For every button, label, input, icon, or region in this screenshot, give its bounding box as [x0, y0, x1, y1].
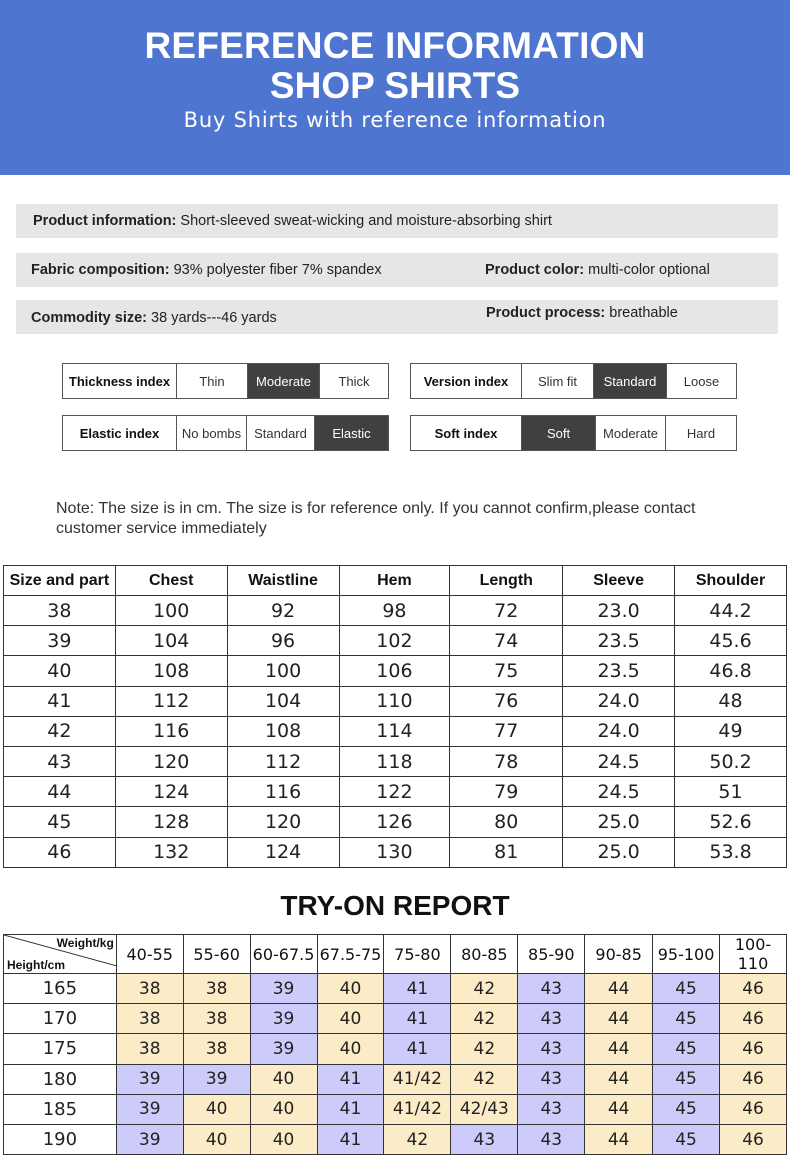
- banner-title-line1: REFERENCE INFORMATION: [144, 25, 646, 66]
- soft-option-soft: Soft: [522, 416, 596, 450]
- size-table-cell: 45.6: [675, 626, 787, 656]
- tryon-size-cell: 40: [183, 1094, 250, 1124]
- size-table-header: Hem: [339, 566, 450, 596]
- size-table-row: [4, 807, 787, 837]
- size-table-cell: 124: [115, 777, 227, 807]
- size-table-cell: 38: [4, 596, 116, 626]
- tryon-height-cell: 180: [4, 1064, 117, 1094]
- size-table-cell: 78: [450, 746, 563, 776]
- version-index: [410, 363, 737, 399]
- soft-option-moderate: Moderate: [596, 416, 666, 450]
- version-option-standard: Standard: [594, 364, 667, 398]
- product-color-label: Product color:: [485, 262, 585, 278]
- tryon-size-cell: 45: [653, 1034, 720, 1064]
- tryon-size-cell: 39: [183, 1064, 250, 1094]
- size-table-cell: 79: [450, 777, 563, 807]
- weight-axis-label: Weight/kg: [56, 936, 114, 950]
- elastic-option-standard: Standard: [247, 416, 315, 450]
- size-table-cell: 98: [339, 596, 450, 626]
- tryon-height-cell: 175: [4, 1034, 117, 1064]
- product-process-text: [486, 296, 678, 330]
- tryon-size-cell: 40: [183, 1124, 250, 1154]
- tryon-table-body: [4, 974, 787, 1155]
- elastic-index: [62, 415, 389, 451]
- size-table-cell: 118: [339, 746, 450, 776]
- tryon-size-cell: 44: [585, 1064, 653, 1094]
- size-table-cell: 116: [227, 777, 339, 807]
- size-table-cell: 44.2: [675, 596, 787, 626]
- tryon-height-cell: 165: [4, 974, 117, 1004]
- size-note: Note: The size is in cm. The size is for reference only. If you cannot confirm,please contact customer service immediately: [56, 500, 696, 537]
- size-table-cell: 122: [339, 777, 450, 807]
- size-table-row: [4, 596, 787, 626]
- size-table-cell: 46: [4, 837, 116, 867]
- size-table-cell: 100: [115, 596, 227, 626]
- elastic-option-elastic: Elastic: [315, 416, 388, 450]
- size-table-cell: 49: [675, 716, 787, 746]
- size-table-cell: 116: [115, 716, 227, 746]
- tryon-height-cell: 170: [4, 1004, 117, 1034]
- tryon-size-cell: 38: [183, 1034, 250, 1064]
- tryon-weight-header: 90-85: [585, 935, 653, 974]
- tryon-row: [4, 1094, 787, 1124]
- tryon-size-cell: 42: [451, 1064, 518, 1094]
- tryon-size-cell: 41/42: [384, 1094, 451, 1124]
- tryon-size-cell: 41: [384, 1004, 451, 1034]
- banner-title-line2: SHOP SHIRTS: [269, 65, 521, 106]
- tryon-size-cell: 43: [518, 1124, 585, 1154]
- tryon-size-cell: 45: [653, 1004, 720, 1034]
- size-table-row: [4, 746, 787, 776]
- size-table-cell: 42: [4, 716, 116, 746]
- tryon-size-cell: 38: [183, 1004, 250, 1034]
- size-table-cell: 132: [115, 837, 227, 867]
- tryon-size-cell: 40: [250, 1094, 317, 1124]
- size-table-cell: 114: [339, 716, 450, 746]
- tryon-size-cell: 46: [720, 974, 787, 1004]
- size-table-header: Shoulder: [675, 566, 787, 596]
- size-table-cell: 24.0: [563, 716, 675, 746]
- tryon-weight-header: 40-55: [116, 935, 183, 974]
- size-table-cell: 44: [4, 777, 116, 807]
- thickness-index: [62, 363, 389, 399]
- size-table-row: [4, 716, 787, 746]
- tryon-size-cell: 46: [720, 1064, 787, 1094]
- tryon-size-cell: 39: [116, 1124, 183, 1154]
- tryon-size-cell: 40: [317, 1034, 384, 1064]
- product-color-text: [485, 253, 710, 287]
- tryon-height-cell: 185: [4, 1094, 117, 1124]
- tryon-size-cell: 46: [720, 1094, 787, 1124]
- tryon-size-cell: 42/43: [451, 1094, 518, 1124]
- size-table-cell: 104: [227, 686, 339, 716]
- thickness-option-thin: Thin: [177, 364, 248, 398]
- tryon-row: [4, 1004, 787, 1034]
- size-table-cell: 104: [115, 626, 227, 656]
- size-table-cell: 24.5: [563, 746, 675, 776]
- size-table-row: [4, 656, 787, 686]
- tryon-report-title: TRY-ON REPORT: [280, 890, 510, 921]
- tryon-header-row: [4, 935, 787, 974]
- size-table-cell: 53.8: [675, 837, 787, 867]
- thickness-option-moderate: Moderate: [248, 364, 320, 398]
- product-info-text: [33, 204, 552, 238]
- size-table-cell: 102: [339, 626, 450, 656]
- size-table-cell: 75: [450, 656, 563, 686]
- size-table-cell: 108: [227, 716, 339, 746]
- tryon-weight-header: 100-110: [720, 935, 787, 974]
- tryon-size-cell: 44: [585, 1034, 653, 1064]
- thickness-option-thick: Thick: [338, 373, 370, 389]
- size-table-cell: 128: [115, 807, 227, 837]
- tryon-size-cell: 41: [317, 1124, 384, 1154]
- size-table-cell: 45: [4, 807, 116, 837]
- tryon-size-cell: 43: [518, 1004, 585, 1034]
- size-table-cell: 52.6: [675, 807, 787, 837]
- product-info-bar: [16, 204, 778, 238]
- size-table-header-row: [4, 566, 787, 596]
- tryon-size-cell: 39: [250, 1004, 317, 1034]
- soft-index-label: Soft index: [411, 416, 522, 450]
- size-table-row: [4, 626, 787, 656]
- size-table-cell: 72: [450, 596, 563, 626]
- tryon-size-cell: 41/42: [384, 1064, 451, 1094]
- size-table-cell: 39: [4, 626, 116, 656]
- tryon-weight-header: 60-67.5: [250, 935, 317, 974]
- size-table-header: Waistline: [227, 566, 339, 596]
- commodity-size-label: Commodity size:: [31, 310, 148, 326]
- size-table-cell: 124: [227, 837, 339, 867]
- size-table-row: [4, 777, 787, 807]
- tryon-size-cell: 40: [250, 1124, 317, 1154]
- size-table-cell: 112: [227, 746, 339, 776]
- tryon-size-cell: 38: [116, 1034, 183, 1064]
- tryon-weight-header: 75-80: [384, 935, 451, 974]
- size-table-row: [4, 837, 787, 867]
- tryon-size-cell: 43: [518, 974, 585, 1004]
- thickness-index-label: Thickness index: [63, 364, 177, 398]
- size-table-cell: 51: [675, 777, 787, 807]
- size-table-cell: 92: [227, 596, 339, 626]
- size-table-cell: 130: [339, 837, 450, 867]
- tryon-size-cell: 42: [384, 1124, 451, 1154]
- tryon-weight-header: 80-85: [451, 935, 518, 974]
- tryon-size-cell: 46: [720, 1034, 787, 1064]
- soft-option-hard: Hard: [686, 425, 716, 441]
- tryon-weight-header: 85-90: [518, 935, 585, 974]
- size-table-cell: 43: [4, 746, 116, 776]
- size-table-cell: 46.8: [675, 656, 787, 686]
- tryon-size-cell: 46: [720, 1004, 787, 1034]
- size-table-cell: 24.5: [563, 777, 675, 807]
- tryon-row: [4, 974, 787, 1004]
- tryon-size-cell: 41: [384, 974, 451, 1004]
- size-table-cell: 126: [339, 807, 450, 837]
- size-chart-table: [3, 565, 787, 868]
- tryon-size-cell: 42: [451, 974, 518, 1004]
- tryon-size-cell: 43: [518, 1064, 585, 1094]
- tryon-weight-header: 67.5-75: [317, 935, 384, 974]
- size-table-cell: 96: [227, 626, 339, 656]
- tryon-size-cell: 44: [585, 1094, 653, 1124]
- size-table-header: Size and part: [4, 566, 116, 596]
- size-table-cell: 110: [339, 686, 450, 716]
- size-process-bar: [16, 300, 778, 334]
- size-table-cell: 106: [339, 656, 450, 686]
- header-banner: [0, 0, 790, 175]
- tryon-size-cell: 39: [116, 1094, 183, 1124]
- size-table-cell: 108: [115, 656, 227, 686]
- product-color-value: multi-color optional: [584, 262, 710, 278]
- fabric-color-bar: [16, 253, 778, 287]
- product-info-label: Product information:: [33, 213, 177, 229]
- banner-subtitle: Buy Shirts with reference information: [183, 108, 607, 132]
- version-index-label: Version index: [411, 364, 522, 398]
- fabric-composition-text: [31, 253, 382, 287]
- tryon-size-cell: 41: [317, 1064, 384, 1094]
- tryon-height-cell: 190: [4, 1124, 117, 1154]
- tryon-size-cell: 38: [183, 974, 250, 1004]
- tryon-size-cell: 41: [317, 1094, 384, 1124]
- soft-index: [410, 415, 737, 451]
- product-info-value: Short-sleeved sweat-wicking and moisture-absorbing shirt: [176, 213, 552, 229]
- fabric-composition-label: Fabric composition:: [31, 262, 170, 278]
- tryon-size-cell: 38: [116, 974, 183, 1004]
- tryon-row: [4, 1064, 787, 1094]
- tryon-size-cell: 38: [116, 1004, 183, 1034]
- size-table-cell: 100: [227, 656, 339, 686]
- size-table-cell: 25.0: [563, 807, 675, 837]
- size-table-cell: 120: [227, 807, 339, 837]
- tryon-size-cell: 40: [317, 1004, 384, 1034]
- size-table-cell: 112: [115, 686, 227, 716]
- tryon-size-cell: 43: [518, 1034, 585, 1064]
- product-process-label: Product process:: [486, 305, 606, 321]
- tryon-size-cell: 43: [451, 1124, 518, 1154]
- tryon-row: [4, 1124, 787, 1154]
- elastic-option-no-bombs: No bombs: [177, 416, 247, 450]
- size-table-cell: 40: [4, 656, 116, 686]
- size-table-cell: 80: [450, 807, 563, 837]
- product-process-value: breathable: [605, 305, 678, 321]
- size-table-body: [4, 596, 787, 868]
- version-option-slim-fit: Slim fit: [522, 364, 594, 398]
- size-table-row: [4, 686, 787, 716]
- elastic-index-label: Elastic index: [63, 416, 177, 450]
- size-table-cell: 23.5: [563, 626, 675, 656]
- tryon-size-cell: 39: [116, 1064, 183, 1094]
- tryon-size-cell: 39: [250, 1034, 317, 1064]
- tryon-size-cell: 39: [250, 974, 317, 1004]
- tryon-size-cell: 41: [384, 1034, 451, 1064]
- tryon-size-cell: 42: [451, 1004, 518, 1034]
- tryon-size-cell: 44: [585, 1124, 653, 1154]
- tryon-size-cell: 44: [585, 974, 653, 1004]
- tryon-report-table: [3, 934, 787, 1155]
- size-table-cell: 77: [450, 716, 563, 746]
- size-table-header: Sleeve: [563, 566, 675, 596]
- commodity-size-value: 38 yards---46 yards: [147, 310, 277, 326]
- tryon-size-cell: 43: [518, 1094, 585, 1124]
- tryon-corner-cell: [4, 935, 117, 974]
- tryon-size-cell: 40: [250, 1064, 317, 1094]
- size-table-cell: 23.0: [563, 596, 675, 626]
- size-table-cell: 81: [450, 837, 563, 867]
- size-table-cell: 74: [450, 626, 563, 656]
- tryon-size-cell: 44: [585, 1004, 653, 1034]
- tryon-weight-header: 55-60: [183, 935, 250, 974]
- size-table-cell: 41: [4, 686, 116, 716]
- tryon-row: [4, 1034, 787, 1064]
- tryon-size-cell: 45: [653, 1124, 720, 1154]
- commodity-size-text: [31, 301, 277, 335]
- tryon-size-cell: 45: [653, 1064, 720, 1094]
- size-table-header: Length: [450, 566, 563, 596]
- size-table-cell: 120: [115, 746, 227, 776]
- size-table-cell: 48: [675, 686, 787, 716]
- size-table-cell: 23.5: [563, 656, 675, 686]
- tryon-size-cell: 42: [451, 1034, 518, 1064]
- size-table-cell: 76: [450, 686, 563, 716]
- tryon-size-cell: 45: [653, 974, 720, 1004]
- tryon-size-cell: 40: [317, 974, 384, 1004]
- size-table-cell: 50.2: [675, 746, 787, 776]
- tryon-size-cell: 45: [653, 1094, 720, 1124]
- tryon-size-cell: 46: [720, 1124, 787, 1154]
- version-option-loose: Loose: [683, 373, 720, 389]
- size-table-header: Chest: [115, 566, 227, 596]
- tryon-weight-header: 95-100: [653, 935, 720, 974]
- size-table-cell: 24.0: [563, 686, 675, 716]
- fabric-composition-value: 93% polyester fiber 7% spandex: [169, 262, 382, 278]
- size-table-cell: 25.0: [563, 837, 675, 867]
- height-axis-label: Height/cm: [7, 958, 66, 972]
